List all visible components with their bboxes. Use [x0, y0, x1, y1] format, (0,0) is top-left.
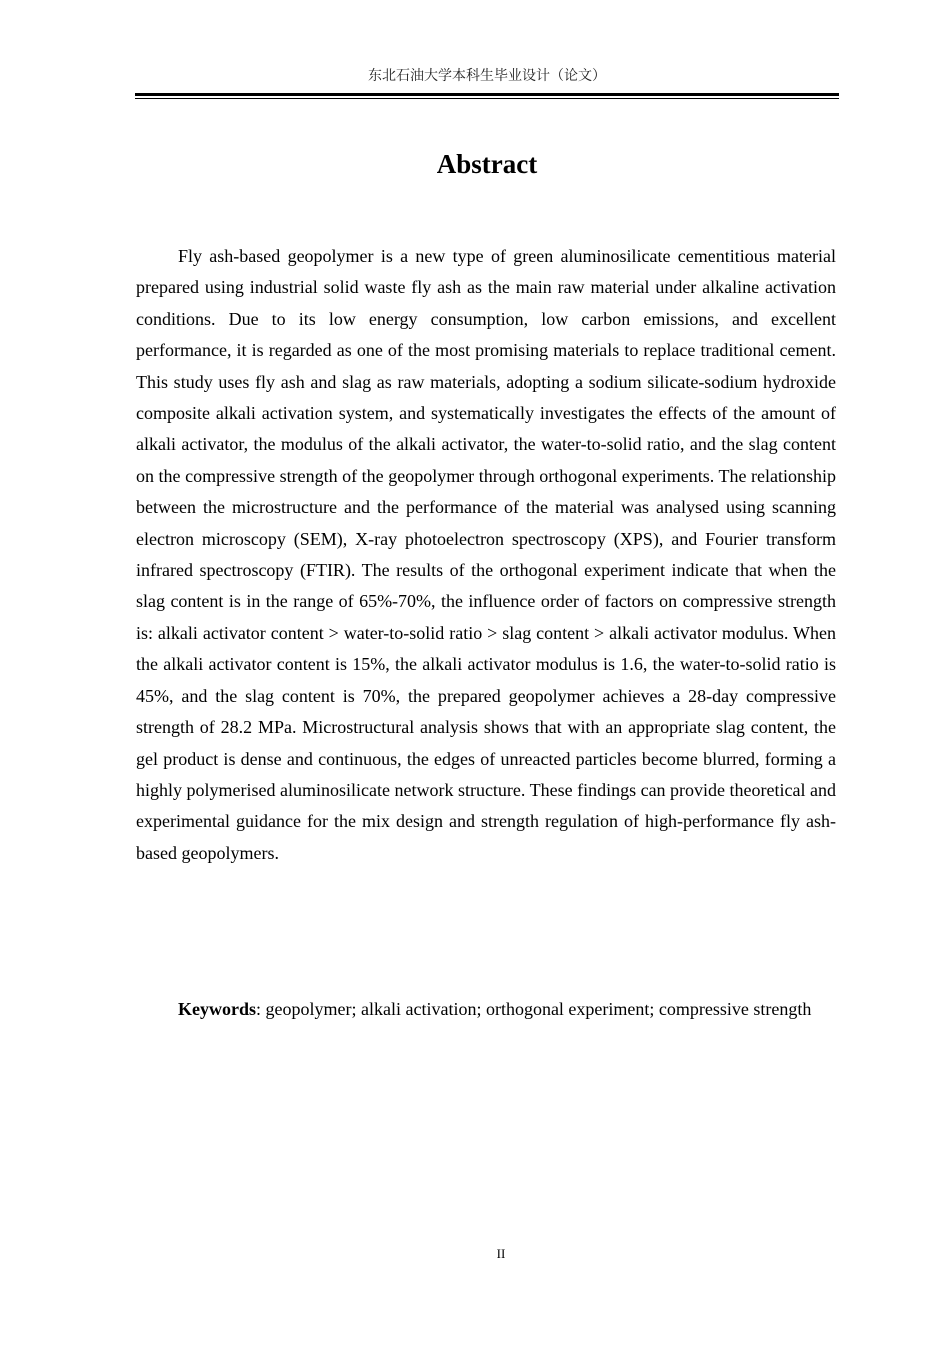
page-title: Abstract: [436, 149, 538, 179]
running-header: 东北石油大学本科生毕业设计（论文）: [368, 68, 606, 84]
keywords-paragraph: [136, 994, 836, 1025]
header-rule-thick: [135, 93, 839, 96]
keywords-separator: :: [256, 999, 266, 1019]
keywords-label: Keywords: [178, 999, 256, 1019]
header-rule-thin: [135, 98, 839, 99]
page-number: II: [496, 1246, 506, 1261]
abstract-paragraph: Fly ash-based geopolymer is a new type of green aluminosilicate cementitious material prepared using industrial solid waste fly ash as the main raw material under alkaline activation conditions. Due to its low energy consumption, low carbon emissions, and excellent performance, it is regarded as one of the most promising materials to replace traditional cement. This study uses fly ash and slag as raw materials, adopting a sodium silicate-sodium hydroxide composite alkali activation system, and systematically investigates the effects of the amount of alkali activator, the modulus of the alkali activator, the water-to-solid ratio, and the slag content on the compressive strength of the geopolymer through orthogonal experiments. The relationship between the microstructure and the performance of the material was analysed using scanning electron microscopy (SEM), X-ray photoelectron spectroscopy (XPS), and Fourier transform infrared spectroscopy (FTIR). The results of the orthogonal experiment indicate that when the slag content is in the range of 65%-70%, the influence order of factors on compressive strength is: alkali activator content > water-to-solid ratio > slag content > alkali activator modulus. When the alkali activator content is 15%, the alkali activator modulus is 1.6, the water-to-solid ratio is 45%, and the slag content is 70%, the prepared geopolymer achieves a 28-day compressive strength of 28.2 MPa. Microstructural analysis shows that with an appropriate slag content, the gel product is dense and continuous, the edges of unreacted particles become blurred, forming a highly polymerised aluminosilicate network structure. These findings can provide theoretical and experimental guidance for the mix design and strength regulation of high-performance fly ash-based geopolymers.: [136, 246, 836, 863]
keywords-text: geopolymer; alkali activation; orthogonal experiment; compressive strength: [265, 999, 812, 1019]
